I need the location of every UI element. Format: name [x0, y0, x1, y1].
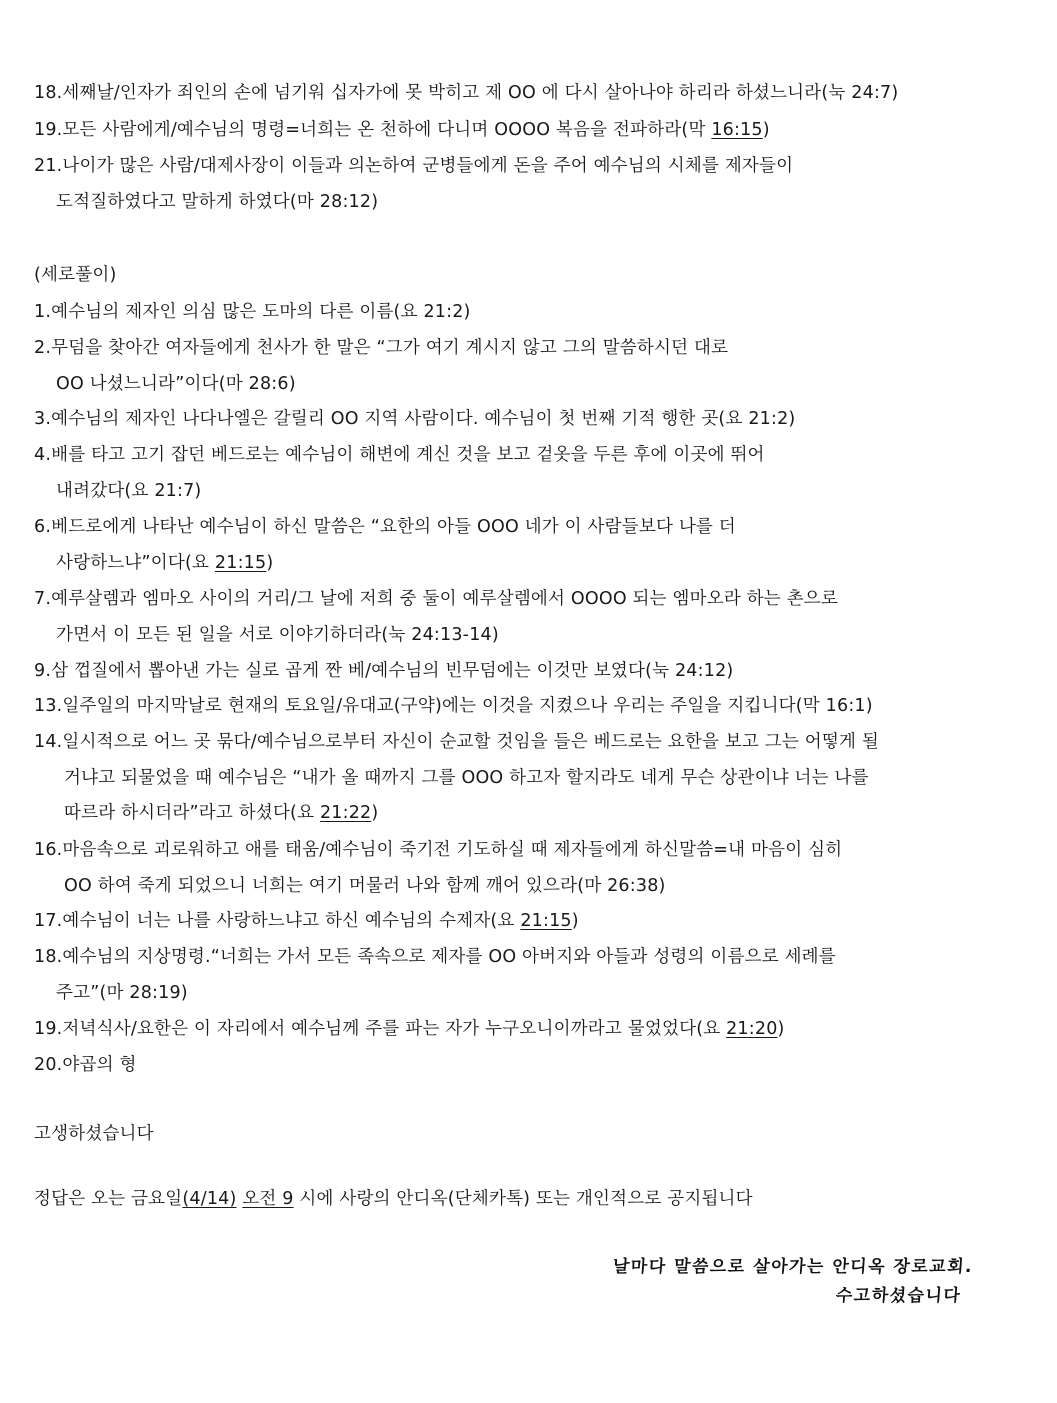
scripture-ref: 16:15: [711, 120, 763, 140]
across-clue-21: 21.나이가 많은 사람/대제사장이 이들과 의논하여 군병들에게 돈을 주어 예수님의 시체를 제자들이: [34, 156, 794, 176]
notice-time: 오전 9: [242, 1189, 294, 1209]
scripture-ref: 21:20: [726, 1019, 778, 1039]
down-clue-19: 19.저녁식사/요한은 이 자리에서 예수님께 주를 파는 자가 누구오니이까라고 물었었다(요 21:20): [34, 1019, 785, 1039]
down-clue-7-cont: 가면서 이 모든 된 일을 서로 이야기하더라(눅 24:13-14): [56, 625, 499, 645]
across-clue-19: 19.모든 사람에게/예수님의 명령=너희는 온 천하에 다니며 OOOO 복음을 전파하라(막 16:15): [34, 120, 770, 140]
down-clue-9: 9.삼 껍질에서 뽑아낸 가는 실로 곱게 짠 베/예수님의 빈무덤에는 이것만 보였다(눅 24:12): [34, 661, 734, 681]
answer-notice: 정답은 오는 금요일(4/14) 오전 9 시에 사랑의 안디옥(단체카톡) 또는 개인적으로 공지됩니다: [34, 1189, 753, 1209]
down-clue-4-cont: 내려갔다(요 21:7): [56, 481, 202, 501]
down-clue-20: 20.야곱의 형: [34, 1055, 137, 1075]
down-clue-14: 14.일시적으로 어느 곳 묶다/예수님으로부터 자신이 순교할 것임을 들은 베드로는 요한을 보고 그는 어떻게 될: [34, 732, 879, 752]
down-clue-14-cont2: 따르라 하시더라”라고 하셨다(요 21:22): [64, 803, 379, 823]
down-clue-2: 2.무덤을 찾아간 여자들에게 천사가 한 말은 “그가 여기 계시지 않고 그의 말씀하시던 대로: [34, 338, 729, 358]
down-clue-6: 6.베드로에게 나타난 예수님이 하신 말씀은 “요한의 아들 OOO 네가 이 사람들보다 나를 더: [34, 517, 736, 537]
down-clue-2-cont: OO 나셨느니라”이다(마 28:6): [56, 374, 296, 394]
scripture-ref: 21:15: [520, 911, 572, 931]
down-clue-3: 3.예수님의 제자인 나다나엘은 갈릴리 OO 지역 사람이다. 예수님이 첫 번째 기적 행한 곳(요 21:2): [34, 409, 796, 429]
across-clue-18: 18.세째날/인자가 죄인의 손에 넘기워 십자가에 못 박히고 제 OO 에 다시 살아나야 하리라 하셨느니라(눅 24:7): [34, 83, 899, 103]
scripture-ref: 21:15: [214, 553, 267, 573]
down-clue-18-cont: 주고”(마 28:19): [56, 983, 188, 1003]
down-clue-4: 4.배를 타고 고기 잡던 베드로는 예수님이 해변에 계신 것을 보고 겉옷을 두른 후에 이곳에 뛰어: [34, 445, 765, 465]
down-clue-16: 16.마음속으로 괴로워하고 애를 태움/예수님이 죽기전 기도하실 때 제자들에게 하신말씀=내 마음이 심히: [34, 840, 843, 860]
down-clue-7: 7.예루살렘과 엠마오 사이의 거리/그 날에 저희 중 둘이 예루살렘에서 OOOO 되는 엠마오라 하는 촌으로: [34, 589, 838, 609]
church-signature: 날마다 말씀으로 살아가는 안디옥 장로교회.: [611, 1257, 974, 1277]
down-clue-13: 13.일주일의 마지막날로 현재의 토요일/유대교(구약)에는 이것을 지켰으나 우리는 주일을 지킵니다(막 16:1): [34, 696, 873, 716]
down-clue-6-cont: 사랑하느냐”이다(요 21:15): [56, 553, 274, 573]
down-clue-16-cont: OO 하여 죽게 되었으니 너희는 여기 머물러 나와 함께 깨어 있으라(마 26:38): [64, 876, 666, 896]
notice-date: (4/14): [182, 1189, 237, 1209]
closing-text: 고생하셨습니다: [34, 1124, 154, 1144]
down-heading: (세로풀이): [34, 265, 117, 285]
down-clue-14-cont: 거냐고 되물었을 때 예수님은 “내가 올 때까지 그를 OOO 하고자 할지라도 네게 무슨 상관이냐 너는 나를: [64, 768, 869, 788]
scripture-ref: 21:22: [319, 803, 372, 823]
across-clue-21-cont: 도적질하였다고 말하게 하였다(마 28:12): [56, 192, 379, 212]
signature-thanks: 수고하셨습니다: [834, 1286, 962, 1306]
down-clue-18: 18.예수님의 지상명령.“너희는 가서 모든 족속으로 제자를 OO 아버지와 아들과 성령의 이름으로 세례를: [34, 947, 836, 967]
down-clue-1: 1.예수님의 제자인 의심 많은 도마의 다른 이름(요 21:2): [34, 302, 471, 322]
down-clue-17: 17.예수님이 너는 나를 사랑하느냐고 하신 예수님의 수제자(요 21:15): [34, 911, 579, 931]
